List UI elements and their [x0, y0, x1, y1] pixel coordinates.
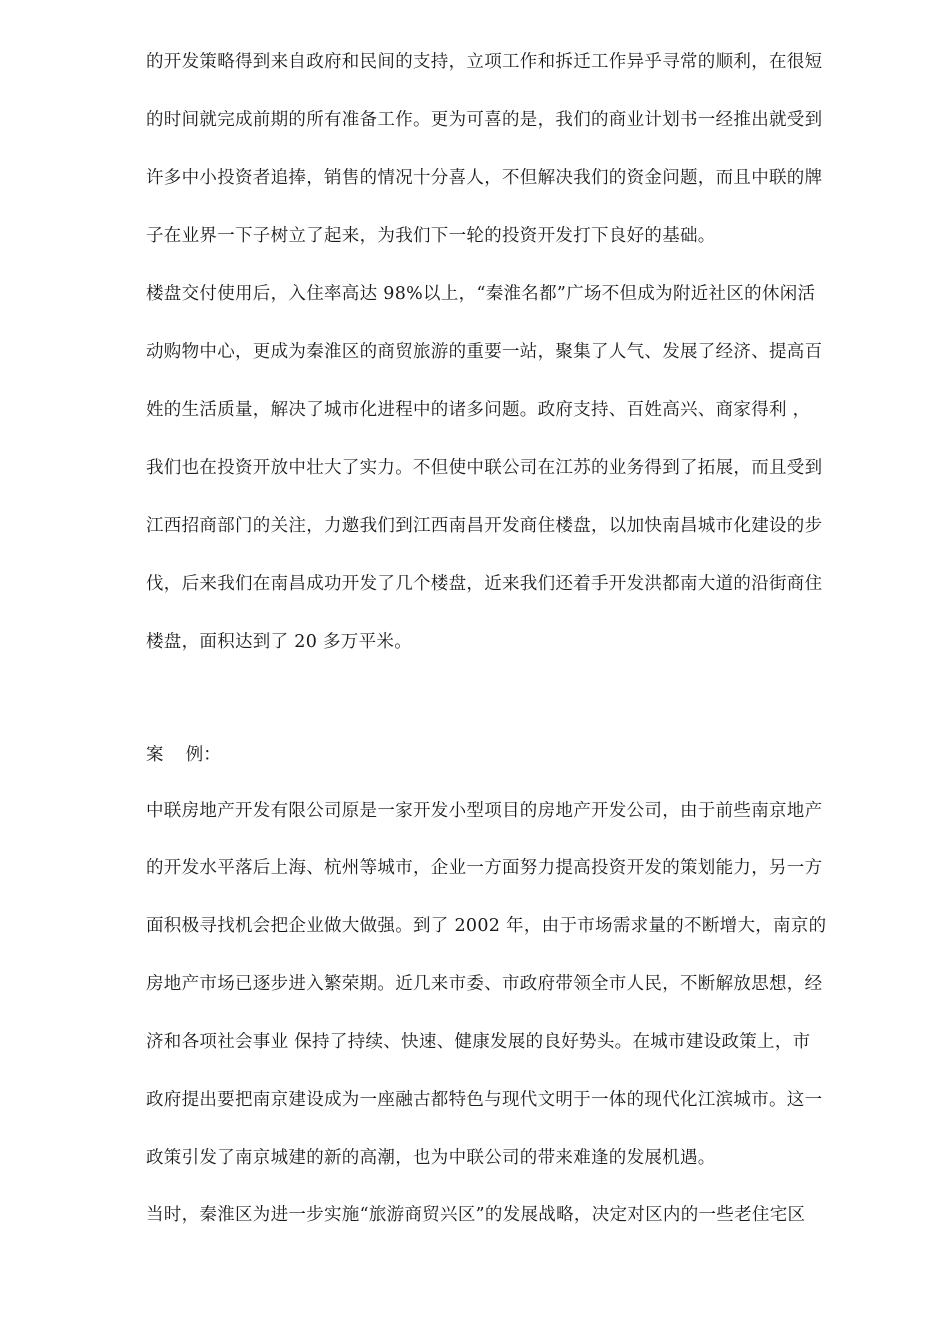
paragraph-2-line-1: 楼盘交付使用后，入住率高达 98%以上，“秦淮名都”广场不但成为附近社区的休闲活: [146, 284, 816, 304]
paragraph-2-line-3: 姓的生活质量，解决了城市化进程中的诸多问题。政府支持、百姓高兴、商家得利 ，: [146, 400, 811, 420]
case-heading: 案 例：: [146, 745, 221, 765]
paragraph-2-line-6: 伐，后来我们在南昌成功开发了几个楼盘，近来我们还着手开发洪都南大道的沿街商住: [146, 574, 823, 594]
paragraph-3-line-3: 面积极寻找机会把企业做大做强。到了 2002 年，由于市场需求量的不断增大，南京的: [146, 916, 827, 936]
paragraph-4-line-1: 当时，秦淮区为进一步实施“旅游商贸兴区”的发展战略，决定对区内的一些老住宅区: [146, 1205, 806, 1225]
paragraph-2-line-7: 楼盘，面积达到了 20 多万平米。: [146, 632, 412, 652]
paragraph-1-line-1: 的开发策略得到来自政府和民间的支持，立项工作和拆迁工作异乎寻常的顺利，在很短: [146, 52, 823, 72]
paragraph-2-line-4: 我们也在投资开放中壮大了实力。不但使中联公司在江苏的业务得到了拓展，而且受到: [146, 458, 823, 478]
paragraph-1-line-4: 子在业界一下子树立了起来，为我们下一轮的投资开发打下良好的基础。: [146, 226, 716, 246]
paragraph-3-line-7: 政策引发了南京城建的新的高潮，也为中联公司的带来难逢的发展机遇。: [146, 1148, 716, 1168]
paragraph-2-line-5: 江西招商部门的关注，力邀我们到江西南昌开发商住楼盘，以加快南昌城市化建设的步: [146, 516, 823, 536]
paragraph-2-line-2: 动购物中心，更成为秦淮区的商贸旅游的重要一站，聚集了人气、发展了经济、提高百: [146, 342, 823, 362]
paragraph-3-line-6: 政府提出要把南京建设成为一座融古都特色与现代文明于一体的现代化江滨城市。这一: [146, 1090, 823, 1110]
paragraph-1-line-2: 的时间就完成前期的所有准备工作。更为可喜的是，我们的商业计划书一经推出就受到: [146, 110, 823, 130]
paragraph-3-line-1: 中联房地产开发有限公司原是一家开发小型项目的房地产开发公司，由于前些南京地产: [146, 801, 823, 821]
paragraph-3-line-5: 济和各项社会事业 保持了持续、快速、健康发展的良好势头。在城市建设政策上，市: [146, 1032, 811, 1052]
paragraph-3-line-2: 的开发水平落后上海、杭州等城市，企业一方面努力提高投资开发的策划能力，另一方: [146, 858, 823, 878]
paragraph-1-line-3: 许多中小投资者追捧，销售的情况十分喜人，不但解决我们的资金问题，而且中联的牌: [146, 168, 823, 188]
paragraph-3-line-4: 房地产市场已逐步进入繁荣期。近几来市委、市政府带领全市人民，不断解放思想，经: [146, 974, 823, 994]
